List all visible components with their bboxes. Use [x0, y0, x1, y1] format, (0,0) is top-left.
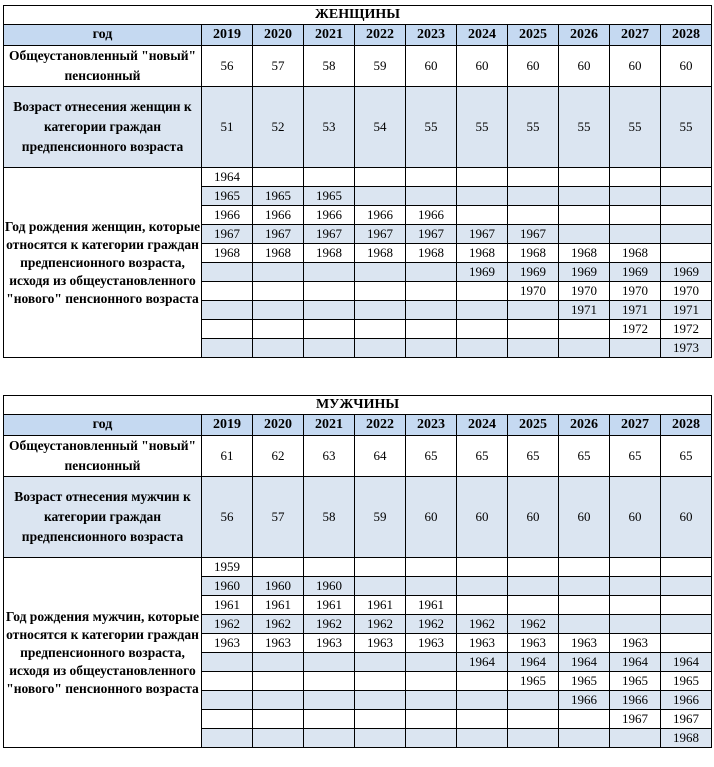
year-header-cell: 2020: [253, 415, 304, 436]
birth-year-cell: 1966: [559, 691, 610, 710]
birth-year-cell: [610, 339, 661, 358]
birth-year-cell: [457, 320, 508, 339]
birth-year-cell: 1960: [304, 577, 355, 596]
pre-retirement-age-cell: 60: [508, 477, 559, 558]
retirement-age-cell: 56: [202, 46, 253, 87]
title-row: [4, 396, 712, 415]
table-title: ЖЕНЩИНЫ: [4, 6, 712, 25]
birth-year-cell: 1968: [610, 244, 661, 263]
year-header-cell: 2026: [559, 25, 610, 46]
birth-year-cell: 1971: [661, 301, 712, 320]
year-header-row: [4, 415, 712, 436]
birth-year-cell: [202, 263, 253, 282]
birth-year-cell: [304, 320, 355, 339]
birth-year-cell: [559, 187, 610, 206]
birth-year-cell: 1966: [355, 206, 406, 225]
birth-year-cell: [406, 339, 457, 358]
birth-year-cell: [661, 615, 712, 634]
year-header-cell: 2020: [253, 25, 304, 46]
pre-retirement-age-cell: 60: [406, 477, 457, 558]
birth-year-cell: [610, 206, 661, 225]
birth-year-cell: [304, 339, 355, 358]
birth-year-cell: 1969: [457, 263, 508, 282]
birth-year-cell: 1963: [406, 634, 457, 653]
birth-year-cell: 1966: [406, 206, 457, 225]
pre-retirement-age-cell: 55: [457, 87, 508, 168]
birth-year-cell: 1962: [202, 615, 253, 634]
birth-year-cell: [355, 672, 406, 691]
retirement-age-cell: 64: [355, 436, 406, 477]
birth-year-cell: [610, 225, 661, 244]
year-header-cell: 2021: [304, 25, 355, 46]
birth-year-cell: 1967: [304, 225, 355, 244]
retirement-age-cell: 62: [253, 436, 304, 477]
birth-year-cell: 1962: [457, 615, 508, 634]
birth-year-cell: 1970: [661, 282, 712, 301]
pre-retirement-age-label: Возраст отнесения женщин к категории граждан предпенсионного возраста: [4, 87, 202, 168]
birth-year-cell: [304, 729, 355, 748]
birth-year-cell: 1962: [406, 615, 457, 634]
birth-year-cell: 1964: [610, 653, 661, 672]
birth-year-cell: 1963: [508, 634, 559, 653]
birth-year-cell: 1963: [253, 634, 304, 653]
birth-year-cell: [253, 301, 304, 320]
title-row: [4, 6, 712, 25]
year-header-cell: 2022: [355, 25, 406, 46]
pre-retirement-age-cell: 53: [304, 87, 355, 168]
birth-year-cell: 1970: [610, 282, 661, 301]
birth-year-cell: 1965: [508, 672, 559, 691]
birth-year-cell: [610, 577, 661, 596]
retirement-age-cell: 60: [457, 46, 508, 87]
birth-year-cell: [253, 168, 304, 187]
birth-year-cell: [253, 710, 304, 729]
retirement-age-cell: 59: [355, 46, 406, 87]
birth-year-cell: [559, 339, 610, 358]
birth-year-cell: [508, 729, 559, 748]
table-title: МУЖЧИНЫ: [4, 396, 712, 415]
birth-year-cell: [661, 206, 712, 225]
birth-year-row: [4, 558, 712, 577]
birth-year-cell: 1968: [355, 244, 406, 263]
year-header-cell: 2025: [508, 25, 559, 46]
birth-year-cell: 1966: [202, 206, 253, 225]
birth-year-cell: 1969: [610, 263, 661, 282]
birth-year-cell: [304, 282, 355, 301]
birth-year-cell: [253, 263, 304, 282]
birth-year-cell: [355, 187, 406, 206]
birth-year-cell: [508, 301, 559, 320]
birth-year-cell: 1969: [508, 263, 559, 282]
retirement-age-cell: 57: [253, 46, 304, 87]
year-header-cell: 2025: [508, 415, 559, 436]
birth-year-cell: [304, 691, 355, 710]
birth-year-cell: [406, 710, 457, 729]
retirement-age-cell: 65: [559, 436, 610, 477]
retirement-age-cell: 65: [457, 436, 508, 477]
birth-year-cell: 1963: [559, 634, 610, 653]
birth-year-cell: 1968: [508, 244, 559, 263]
birth-year-cell: [406, 558, 457, 577]
birth-year-cell: [406, 672, 457, 691]
birth-year-cell: [355, 558, 406, 577]
birth-year-cell: 1968: [202, 244, 253, 263]
year-header-cell: 2021: [304, 415, 355, 436]
birth-year-cell: [202, 729, 253, 748]
birth-year-cell: 1963: [610, 634, 661, 653]
year-header-cell: 2027: [610, 25, 661, 46]
birth-year-cell: 1961: [304, 596, 355, 615]
birth-year-cell: 1962: [508, 615, 559, 634]
retirement-age-cell: 60: [508, 46, 559, 87]
birth-year-cell: 1965: [610, 672, 661, 691]
birth-year-cell: 1967: [457, 225, 508, 244]
birth-year-cell: 1964: [508, 653, 559, 672]
birth-year-cell: [457, 187, 508, 206]
birth-year-cell: [406, 691, 457, 710]
birth-year-cell: [253, 653, 304, 672]
retirement-age-cell: 60: [406, 46, 457, 87]
birth-year-cell: [253, 339, 304, 358]
birth-year-cell: [355, 168, 406, 187]
birth-year-cell: 1964: [661, 653, 712, 672]
birth-year-cell: [661, 187, 712, 206]
birth-year-cell: [355, 320, 406, 339]
retirement-age-label: Общеустановленный "новый" пенсионный: [4, 436, 202, 477]
birth-year-cell: 1972: [610, 320, 661, 339]
birth-year-cell: [253, 691, 304, 710]
birth-year-cell: [661, 634, 712, 653]
birth-year-cell: 1965: [304, 187, 355, 206]
retirement-age-cell: 65: [610, 436, 661, 477]
birth-year-cell: [457, 729, 508, 748]
retirement-age-cell: 65: [508, 436, 559, 477]
birth-year-label: Год рождения мужчин, которые относятся к категории граждан предпенсионного возраста, исходя из общеустановленного "нового" пенсионного возраста: [4, 558, 202, 748]
birth-year-cell: [508, 187, 559, 206]
birth-year-cell: [355, 577, 406, 596]
birth-year-cell: [661, 244, 712, 263]
birth-year-cell: 1962: [355, 615, 406, 634]
birth-year-cell: [508, 710, 559, 729]
birth-year-cell: 1965: [661, 672, 712, 691]
birth-year-cell: [559, 596, 610, 615]
birth-year-cell: 1961: [406, 596, 457, 615]
birth-year-cell: 1960: [253, 577, 304, 596]
birth-year-cell: 1965: [202, 187, 253, 206]
birth-year-cell: [661, 225, 712, 244]
pre-retirement-age-label: Возраст отнесения мужчин к категории граждан предпенсионного возраста: [4, 477, 202, 558]
birth-year-cell: 1966: [661, 691, 712, 710]
birth-year-cell: 1963: [457, 634, 508, 653]
birth-year-cell: [508, 320, 559, 339]
birth-year-cell: 1961: [355, 596, 406, 615]
birth-year-cell: [406, 301, 457, 320]
pre-retirement-age-cell: 55: [508, 87, 559, 168]
birth-year-cell: [202, 282, 253, 301]
birth-year-cell: 1960: [202, 577, 253, 596]
birth-year-cell: [610, 729, 661, 748]
birth-year-cell: [304, 558, 355, 577]
pre-retirement-age-cell: 55: [610, 87, 661, 168]
birth-year-cell: 1967: [406, 225, 457, 244]
birth-year-cell: [406, 653, 457, 672]
birth-year-cell: [304, 168, 355, 187]
birth-year-cell: 1969: [661, 263, 712, 282]
birth-year-cell: [559, 206, 610, 225]
birth-year-cell: [508, 577, 559, 596]
birth-year-cell: 1967: [202, 225, 253, 244]
birth-year-cell: [355, 339, 406, 358]
pre-retirement-age-cell: 60: [457, 477, 508, 558]
birth-year-cell: [304, 301, 355, 320]
birth-year-cell: [355, 653, 406, 672]
birth-year-cell: [355, 710, 406, 729]
retirement-age-cell: 65: [661, 436, 712, 477]
birth-year-cell: [457, 672, 508, 691]
birth-year-cell: 1970: [559, 282, 610, 301]
year-header-cell: 2023: [406, 25, 457, 46]
birth-year-cell: [508, 339, 559, 358]
birth-year-cell: 1971: [610, 301, 661, 320]
pre-retirement-age-cell: 51: [202, 87, 253, 168]
birth-year-cell: [559, 710, 610, 729]
birth-year-cell: [559, 168, 610, 187]
birth-year-cell: [406, 187, 457, 206]
birth-year-cell: [661, 558, 712, 577]
year-header-cell: 2024: [457, 415, 508, 436]
birth-year-cell: [253, 672, 304, 691]
birth-year-cell: 1962: [253, 615, 304, 634]
birth-year-cell: [559, 558, 610, 577]
year-label: год: [4, 415, 202, 436]
birth-year-cell: [202, 301, 253, 320]
retirement-age-row: [4, 436, 712, 477]
birth-year-cell: [304, 710, 355, 729]
birth-year-cell: [355, 729, 406, 748]
birth-year-cell: [406, 729, 457, 748]
retirement-age-cell: 63: [304, 436, 355, 477]
birth-year-cell: [202, 339, 253, 358]
birth-year-cell: [406, 263, 457, 282]
year-header-cell: 2028: [661, 25, 712, 46]
birth-year-cell: 1968: [661, 729, 712, 748]
birth-year-cell: 1973: [661, 339, 712, 358]
birth-year-cell: [610, 187, 661, 206]
birth-year-cell: 1968: [457, 244, 508, 263]
birth-year-cell: [457, 710, 508, 729]
retirement-age-row: [4, 46, 712, 87]
year-header-cell: 2023: [406, 415, 457, 436]
birth-year-cell: [559, 577, 610, 596]
birth-year-cell: [457, 691, 508, 710]
birth-year-cell: 1966: [253, 206, 304, 225]
birth-year-cell: [355, 263, 406, 282]
pre-retirement-age-cell: 54: [355, 87, 406, 168]
birth-year-cell: [202, 710, 253, 729]
year-header-cell: 2026: [559, 415, 610, 436]
year-header-cell: 2019: [202, 415, 253, 436]
birth-year-cell: 1968: [406, 244, 457, 263]
birth-year-cell: 1965: [559, 672, 610, 691]
birth-year-cell: [355, 691, 406, 710]
retirement-age-cell: 58: [304, 46, 355, 87]
birth-year-cell: [508, 206, 559, 225]
birth-year-cell: [253, 282, 304, 301]
birth-year-cell: [406, 168, 457, 187]
pre-retirement-age-cell: 55: [406, 87, 457, 168]
pre-retirement-age-row: [4, 477, 712, 558]
year-header-cell: 2024: [457, 25, 508, 46]
birth-year-cell: [661, 168, 712, 187]
retirement-age-cell: 60: [559, 46, 610, 87]
birth-year-cell: 1961: [202, 596, 253, 615]
men-table: [3, 395, 712, 748]
birth-year-cell: [457, 339, 508, 358]
pre-retirement-age-cell: 60: [559, 477, 610, 558]
birth-year-cell: 1961: [253, 596, 304, 615]
birth-year-cell: [610, 558, 661, 577]
birth-year-cell: 1972: [661, 320, 712, 339]
birth-year-cell: 1964: [559, 653, 610, 672]
birth-year-cell: [559, 225, 610, 244]
birth-year-cell: [457, 206, 508, 225]
retirement-age-cell: 61: [202, 436, 253, 477]
pre-retirement-age-cell: 52: [253, 87, 304, 168]
retirement-age-cell: 60: [610, 46, 661, 87]
year-header-cell: 2019: [202, 25, 253, 46]
birth-year-cell: 1971: [559, 301, 610, 320]
birth-year-cell: [202, 320, 253, 339]
birth-year-cell: [457, 596, 508, 615]
birth-year-cell: [253, 558, 304, 577]
birth-year-cell: [559, 729, 610, 748]
birth-year-cell: 1963: [202, 634, 253, 653]
birth-year-cell: 1967: [253, 225, 304, 244]
birth-year-cell: 1969: [559, 263, 610, 282]
birth-year-cell: 1966: [610, 691, 661, 710]
pre-retirement-age-row: [4, 87, 712, 168]
birth-year-cell: 1964: [457, 653, 508, 672]
birth-year-cell: [610, 596, 661, 615]
year-header-cell: 2022: [355, 415, 406, 436]
year-header-cell: 2028: [661, 415, 712, 436]
pre-retirement-age-cell: 60: [661, 477, 712, 558]
birth-year-cell: [610, 615, 661, 634]
birth-year-cell: [304, 263, 355, 282]
pre-retirement-age-cell: 55: [559, 87, 610, 168]
birth-year-label: Год рождения женщин, которые относятся к категории граждан предпенсионного возраста, исходя из общеустановленного "нового" пенсионного возраста: [4, 168, 202, 358]
birth-year-cell: [304, 672, 355, 691]
birth-year-cell: [355, 282, 406, 301]
birth-year-cell: [457, 282, 508, 301]
birth-year-cell: [406, 320, 457, 339]
birth-year-cell: [508, 691, 559, 710]
birth-year-cell: 1967: [661, 710, 712, 729]
birth-year-cell: [253, 729, 304, 748]
birth-year-cell: [355, 301, 406, 320]
birth-year-cell: 1968: [559, 244, 610, 263]
birth-year-cell: 1965: [253, 187, 304, 206]
birth-year-cell: [202, 653, 253, 672]
birth-year-cell: [457, 577, 508, 596]
retirement-age-label: Общеустановленный "новый" пенсионный: [4, 46, 202, 87]
year-header-cell: 2027: [610, 415, 661, 436]
pre-retirement-age-cell: 56: [202, 477, 253, 558]
birth-year-cell: [559, 320, 610, 339]
birth-year-cell: 1966: [304, 206, 355, 225]
birth-year-cell: [661, 596, 712, 615]
pre-retirement-age-cell: 58: [304, 477, 355, 558]
birth-year-cell: 1963: [355, 634, 406, 653]
year-header-row: [4, 25, 712, 46]
birth-year-cell: [508, 168, 559, 187]
birth-year-cell: [508, 596, 559, 615]
retirement-age-cell: 65: [406, 436, 457, 477]
pre-retirement-age-cell: 60: [610, 477, 661, 558]
birth-year-cell: [304, 653, 355, 672]
women-table: [3, 5, 712, 358]
birth-year-cell: 1963: [304, 634, 355, 653]
birth-year-cell: [610, 168, 661, 187]
birth-year-cell: 1967: [610, 710, 661, 729]
birth-year-cell: 1967: [355, 225, 406, 244]
birth-year-cell: [508, 558, 559, 577]
birth-year-cell: 1959: [202, 558, 253, 577]
birth-year-cell: 1962: [304, 615, 355, 634]
retirement-age-cell: 60: [661, 46, 712, 87]
birth-year-cell: 1968: [304, 244, 355, 263]
year-label: год: [4, 25, 202, 46]
birth-year-cell: [406, 577, 457, 596]
pre-retirement-age-cell: 57: [253, 477, 304, 558]
pre-retirement-age-cell: 55: [661, 87, 712, 168]
birth-year-cell: [457, 168, 508, 187]
birth-year-cell: 1968: [253, 244, 304, 263]
birth-year-cell: [202, 672, 253, 691]
birth-year-cell: 1970: [508, 282, 559, 301]
birth-year-cell: [559, 615, 610, 634]
birth-year-row: [4, 168, 712, 187]
birth-year-cell: 1964: [202, 168, 253, 187]
birth-year-cell: [406, 282, 457, 301]
birth-year-cell: [661, 577, 712, 596]
birth-year-cell: [253, 320, 304, 339]
pre-retirement-age-cell: 59: [355, 477, 406, 558]
birth-year-cell: [457, 301, 508, 320]
birth-year-cell: [457, 558, 508, 577]
birth-year-cell: 1967: [508, 225, 559, 244]
birth-year-cell: [202, 691, 253, 710]
